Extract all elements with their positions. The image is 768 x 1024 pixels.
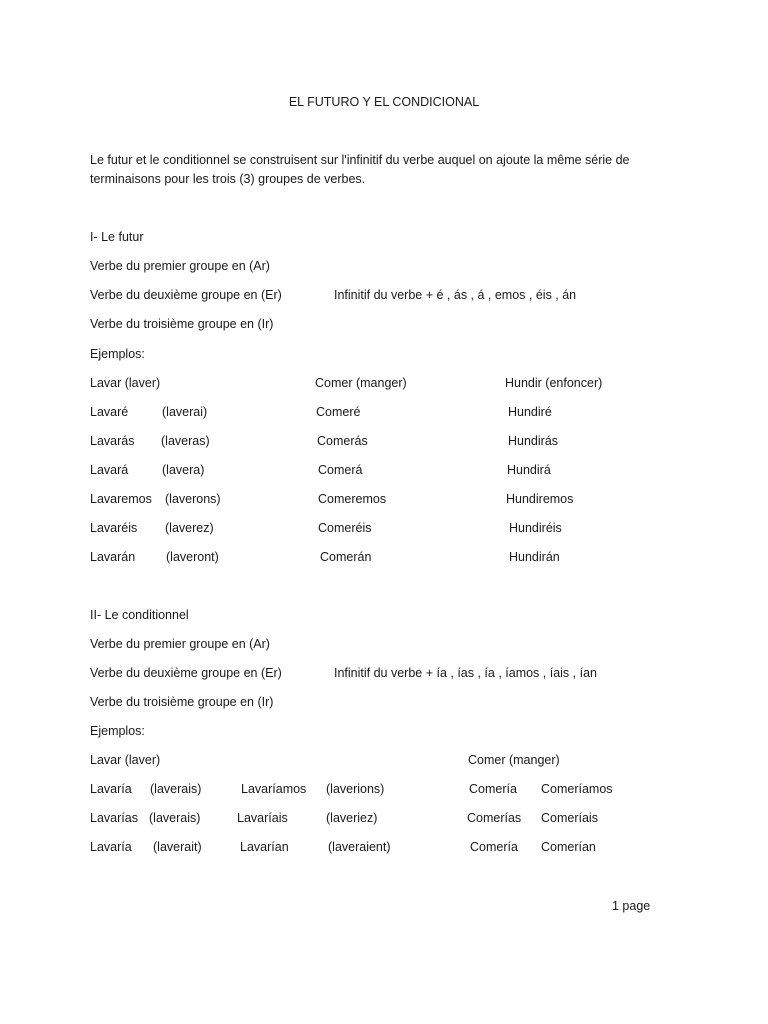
cond-row-comer1: Comerías: [467, 811, 522, 825]
cond-row-comer1: Comería: [470, 840, 518, 854]
cond-row-comer2: Comeríamos: [541, 782, 613, 796]
futur-row-comer: Comeréis: [318, 521, 372, 535]
futur-formula: Infinitif du verbe + é , ás , á , emos , éis , án: [334, 288, 577, 302]
futur-row-es: Lavará: [90, 463, 129, 477]
cond-row-es2: Lavarían: [240, 840, 289, 854]
cond-row-es2: Lavaríais: [237, 811, 288, 825]
cond-header-lavar: Lavar (laver): [90, 753, 161, 767]
futur-row-fr: (laveras): [161, 434, 210, 448]
cond-examples-label: Ejemplos:: [90, 724, 145, 738]
futur-row-fr: (laveront): [166, 550, 219, 564]
cond-header-comer: Comer (manger): [468, 753, 560, 767]
cond-formula: Infinitif du verbe + ía , ías , ía , íamos , íais , ían: [334, 666, 597, 680]
cond-group-ir: Verbe du troisième groupe en (Ir): [90, 695, 274, 709]
page-title: EL FUTURO Y EL CONDICIONAL: [288, 95, 480, 109]
cond-row-es1: Lavarías: [90, 811, 138, 825]
futur-row-hundir: Hundiremos: [506, 492, 574, 506]
futur-row-hundir: Hundirás: [508, 434, 559, 448]
futur-group-er: Verbe du deuxième groupe en (Er): [90, 288, 282, 302]
futur-row-comer: Comeré: [316, 405, 361, 419]
futur-row-comer: Comerás: [317, 434, 368, 448]
futur-row-hundir: Hundirá: [507, 463, 551, 477]
futur-row-hundir: Hundiré: [508, 405, 552, 419]
futur-row-es: Lavaremos: [90, 492, 152, 506]
futur-row-fr: (laverai): [162, 405, 208, 419]
futur-row-comer: Comerán: [320, 550, 372, 564]
cond-row-es2: Lavaríamos: [241, 782, 307, 796]
intro-paragraph: Le futur et le conditionnel se construisent sur l'infinitif du verbe auquel on ajoute la même série de terminaisons pour les trois (3) groupes de verbes.: [90, 153, 630, 186]
futur-row-hundir: Hundiréis: [509, 521, 562, 535]
futur-row-es: Lavarás: [90, 434, 135, 448]
cond-row-comer1: Comería: [469, 782, 517, 796]
futur-row-es: Lavaré: [90, 405, 129, 419]
cond-row-es1: Lavaría: [90, 840, 132, 854]
futur-row-hundir: Hundirán: [509, 550, 560, 564]
page-number: 1 page: [612, 899, 651, 913]
cond-row-fr2: (laverions): [326, 782, 385, 796]
futur-header-lavar: Lavar (laver): [90, 376, 161, 390]
cond-row-fr1: (laverais): [150, 782, 202, 796]
futur-group-ar: Verbe du premier groupe en (Ar): [90, 259, 270, 273]
futur-examples-label: Ejemplos:: [90, 347, 145, 361]
futur-row-fr: (laverons): [165, 492, 221, 506]
futur-row-fr: (lavera): [162, 463, 205, 477]
futur-row-comer: Comeremos: [318, 492, 387, 506]
futur-group-ir: Verbe du troisième groupe en (Ir): [90, 317, 274, 331]
futur-row-comer: Comerá: [318, 463, 363, 477]
cond-row-fr1: (laverais): [149, 811, 201, 825]
futur-row-es: Lavaréis: [90, 521, 138, 535]
cond-row-comer2: Comeríais: [541, 811, 598, 825]
futur-row-es: Lavarán: [90, 550, 136, 564]
cond-row-es1: Lavaría: [90, 782, 132, 796]
cond-group-er: Verbe du deuxième groupe en (Er): [90, 666, 282, 680]
futur-header-hundir: Hundir (enfoncer): [505, 376, 603, 390]
cond-row-comer2: Comerían: [541, 840, 596, 854]
cond-row-fr2: (laveriez): [326, 811, 378, 825]
cond-row-fr2: (laveraient): [328, 840, 391, 854]
section-heading-futur: I- Le futur: [90, 230, 144, 244]
futur-header-comer: Comer (manger): [315, 376, 407, 390]
cond-group-ar: Verbe du premier groupe en (Ar): [90, 637, 270, 651]
futur-row-fr: (laverez): [165, 521, 214, 535]
section-heading-conditionnel: II- Le conditionnel: [90, 608, 189, 622]
cond-row-fr1: (laverait): [153, 840, 202, 854]
